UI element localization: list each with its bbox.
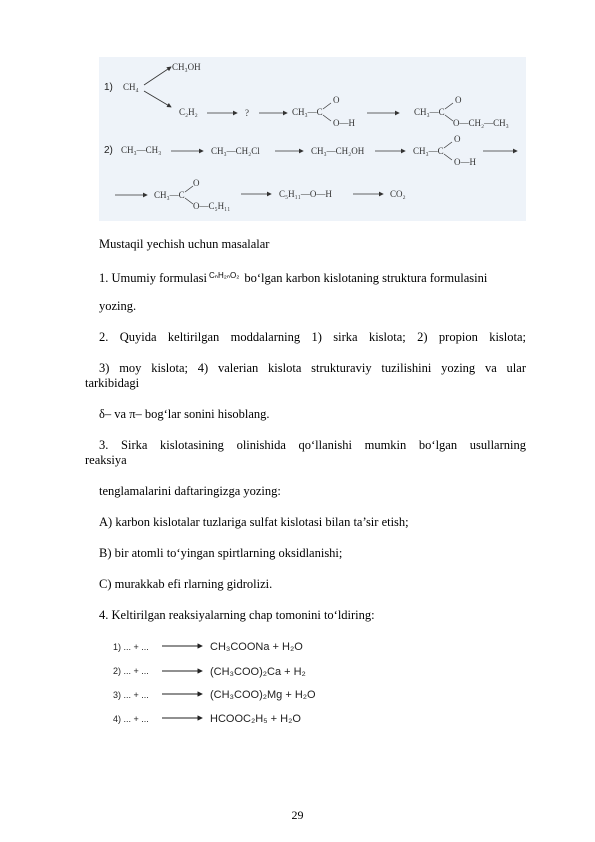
ethyl-acetate-left: CH₃—C bbox=[414, 107, 445, 117]
scheme-row2-number: 2) bbox=[104, 145, 113, 156]
acetic-acid2-left: CH₃—C bbox=[413, 146, 444, 156]
pentyl-acetate-tail: O—C₅H₁₁ bbox=[193, 201, 231, 211]
acetic-acid-left: CH₃—C bbox=[292, 107, 323, 117]
reaction-scheme-figure bbox=[99, 57, 526, 221]
question-1-end: bo‘lgan karbon kislotaning struktura formulasini bbox=[244, 271, 488, 285]
acetic-acid2-hydroxyl: O—H bbox=[454, 157, 476, 167]
question-3-line2: reaksiya bbox=[85, 453, 127, 467]
question-3-line3: tenglamalarini daftaringizga yozing: bbox=[99, 484, 281, 498]
question-2-line1: 2. Quyida keltirilgan moddalarning 1) sirka kislota; 2) propion kislota; bbox=[99, 330, 526, 344]
question-2-line3: tarkibidagi bbox=[85, 376, 140, 390]
reaction-3-right: (CH₃COO)₂Mg + H₂O bbox=[210, 689, 316, 701]
reaction-2-left: 2) ... + ... bbox=[113, 666, 149, 676]
question-1-line1 bbox=[99, 268, 487, 286]
ethyl-acetate-tail: O—CH₂—CH₃ bbox=[453, 118, 509, 128]
arrow-to-acetylene bbox=[144, 91, 171, 107]
acetic-acid2-oxygen: O bbox=[454, 134, 461, 144]
pentanol-formula: C₅H₁₁—O—H bbox=[279, 189, 332, 199]
question-3-option-a: A) karbon kislotalar tuzlariga sulfat kislotasi bilan ta’sir etish; bbox=[99, 515, 409, 529]
ethane-formula: CH₃—CH₃ bbox=[121, 145, 162, 155]
acetylene-formula: C₂H₂ bbox=[179, 107, 198, 117]
scheme-row1-number: 1) bbox=[104, 82, 113, 93]
reaction-1-right: CH₃COONa + H₂O bbox=[210, 641, 303, 653]
ethyl-acetate-oxygen: O bbox=[455, 95, 462, 105]
pentyl-acetate-left: CH₃—C bbox=[154, 190, 185, 200]
reaction-row-2 bbox=[113, 666, 306, 678]
arrow-to-methanol bbox=[144, 67, 171, 85]
reaction-4-right: HCOOC₂H₅ + H₂O bbox=[210, 713, 301, 725]
reaction-2-right: (CH₃COO)₂Ca + H₂ bbox=[210, 666, 306, 678]
reaction-row-4 bbox=[113, 713, 301, 725]
pentyl-acetate-oxygen: O bbox=[193, 178, 200, 188]
chloroethane-formula: CH₃—CH₂Cl bbox=[211, 146, 260, 156]
question-3-option-b: B) bir atomli to‘yingan spirtlarning oksidlanishi; bbox=[99, 546, 343, 560]
question-4: 4. Keltirilgan reaksiyalarning chap tomonini to‘ldiring: bbox=[99, 608, 375, 622]
question-2-line4: δ– va π– bog‘lar sonini hisoblang. bbox=[99, 407, 270, 421]
reaction-4-left: 4) ... + ... bbox=[113, 714, 149, 724]
question-1-start: 1. Umumiy formulasi bbox=[99, 271, 207, 285]
acetic-acid-oxygen: O bbox=[333, 95, 340, 105]
reaction-1-left: 1) ... + ... bbox=[113, 642, 149, 652]
question-3-line1: 3. Sirka kislotasining olinishida qo‘llanishi mumkin bo‘lgan usullarning bbox=[99, 438, 526, 452]
section-heading: Mustaqil yechish uchun masalalar bbox=[99, 237, 270, 251]
reaction-scheme-svg bbox=[99, 57, 526, 221]
question-1-line2: yozing. bbox=[99, 299, 137, 313]
reaction-row-1 bbox=[113, 641, 303, 653]
question-2-line2: 3) moy kislota; 4) valerian kislota strukturaviy tuzilishini yozing va ular bbox=[99, 361, 526, 375]
reaction-completion-svg bbox=[110, 636, 350, 756]
ethanol-formula: CH₃—CH₂OH bbox=[311, 146, 365, 156]
acetic-acid-hydroxyl: O—H bbox=[333, 118, 355, 128]
page-number: 29 bbox=[291, 808, 304, 822]
reaction-completion-figure bbox=[110, 636, 350, 756]
methanol-formula: CH₃OH bbox=[172, 62, 201, 72]
reaction-row-3 bbox=[113, 689, 316, 701]
unknown-intermediate: ? bbox=[245, 108, 249, 118]
general-formula: CₙH₂ₙO₂ bbox=[208, 271, 240, 280]
carbon-dioxide-formula: CO₂ bbox=[390, 189, 406, 199]
methane-formula: CH₄ bbox=[123, 82, 139, 92]
question-3-option-c: C) murakkab efi rlarning gidrolizi. bbox=[99, 577, 273, 591]
reaction-3-left: 3) ... + ... bbox=[113, 690, 149, 700]
